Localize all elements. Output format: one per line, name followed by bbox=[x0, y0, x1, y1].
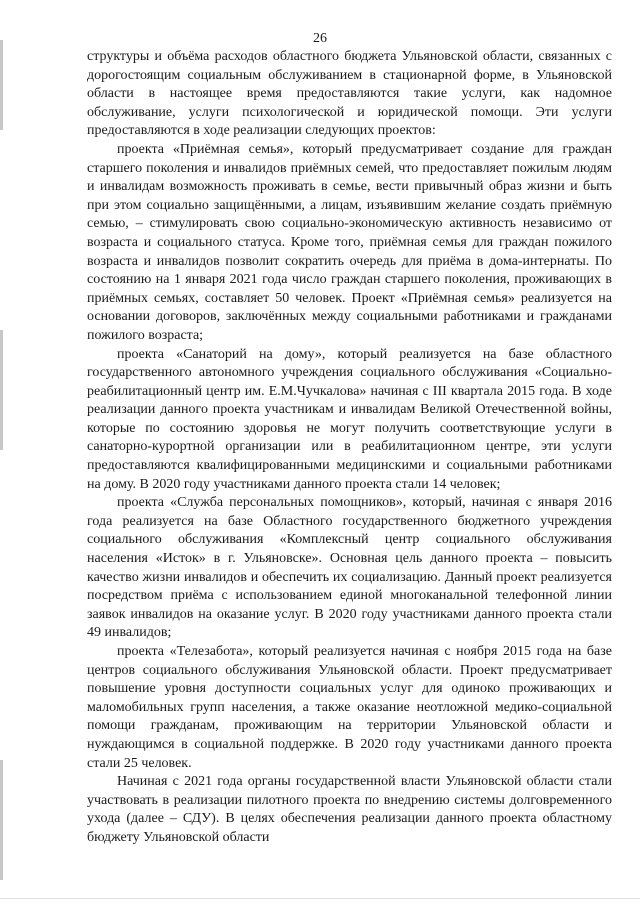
paragraph-home-sanatorium-project: проекта «Санаторий на дому», который реализуется на базе областного государственного автономного учреждения социального обслуживания «Социально-реабилитационный центр им. Е.М.Чучкалова» начиная с III квартала 2015 года. В ходе реализации данного проекта участникам и инвалидам Великой Отечественной войны, которые по состоянию здоровья не могут получить соответствующие услуги в санаторно-курортной организации или в реабилитационном центре, эти услуги предоставляются квалифицированными медицинскими и социальными работниками на дому. В 2020 году участниками данного проекта стали 14 человек; bbox=[87, 346, 612, 492]
paragraph-telecare-project: проекта «Телезабота», который реализуется начиная с ноября 2015 года на базе центров социального обслуживания Ульяновской области. Проект предусматривает повышение уровня доступности социальных услуг для одиноко проживающих и маломобильных групп населения, а также оказание неотложной медико-социальной помощи гражданам, проживающим на территории Ульяновской области и нуждающимся в социальной поддержке. В 2020 году участниками данного проекта стали 25 человек. bbox=[87, 644, 612, 771]
scan-edge-mark-top bbox=[0, 40, 3, 130]
page-number: 26 bbox=[313, 31, 327, 46]
paragraph-long-term-care-system: Начиная с 2021 года органы государственной власти Ульяновской области стали участвовать в реализации пилотного проекта по внедрению системы долговременного ухода (далее – СДУ). В целях обеспечения реализации данного проекта областному бюджету Ульяновской области bbox=[87, 774, 612, 845]
scan-edge-mark-bottom bbox=[0, 760, 3, 880]
scan-bottom-edge bbox=[0, 898, 640, 899]
scan-edge-mark-middle bbox=[0, 330, 3, 450]
paragraph-intro: структуры и объёма расходов областного бюджета Ульяновской области, связанных с дорогостоящим социальным обслуживанием в стационарной форме, в Ульяновской области в настоящее время предоставляются такие услуги, как надомное обслуживание, услуги психологической и юридической помощи. Эти услуги предоставляются в ходе реализации следующих проектов: bbox=[87, 49, 612, 139]
paragraph-foster-family-project: проекта «Приёмная семья», который предусматривает создание для граждан старшего поколения и инвалидов приёмных семей, что предоставляет пожилым людям и инвалидам возможность проживать в семье, вести привычный образ жизни и быть при этом социально защищёнными, а лицам, изъявившим желание создать приёмную семью, – стимулировать свою социально-экономическую активность независимо от возраста и социального статуса. Кроме того, приёмная семья для граждан пожилого возраста и инвалидов позволит сократить очередь для приёма в дома-интернаты. По состоянию на 1 января 2021 года число граждан старшего поколения, проживающих в приёмных семьях, составляет 50 человек. Проект «Приёмная семья» реализуется на основании договоров, заключённых между социальными работниками и гражданами пожилого возраста; bbox=[87, 141, 612, 343]
document-body bbox=[87, 48, 612, 848]
paragraph-personal-assistants-project: проекта «Служба персональных помощников», который, начиная с января 2016 года реализуется на базе Областного государственного бюджетного учреждения социального обслуживания «Комплексный центр социального обслуживания населения «Исток» в г. Ульяновске». Основная цель данного проекта – повысить качество жизни инвалидов и обеспечить их социализацию. Данный проект реализуется посредством приёма с использованием единой многоканальной телефонной линии заявок инвалидов на оказание услуг. В 2020 году участниками данного проекта стали 49 инвалидов; bbox=[87, 495, 612, 641]
